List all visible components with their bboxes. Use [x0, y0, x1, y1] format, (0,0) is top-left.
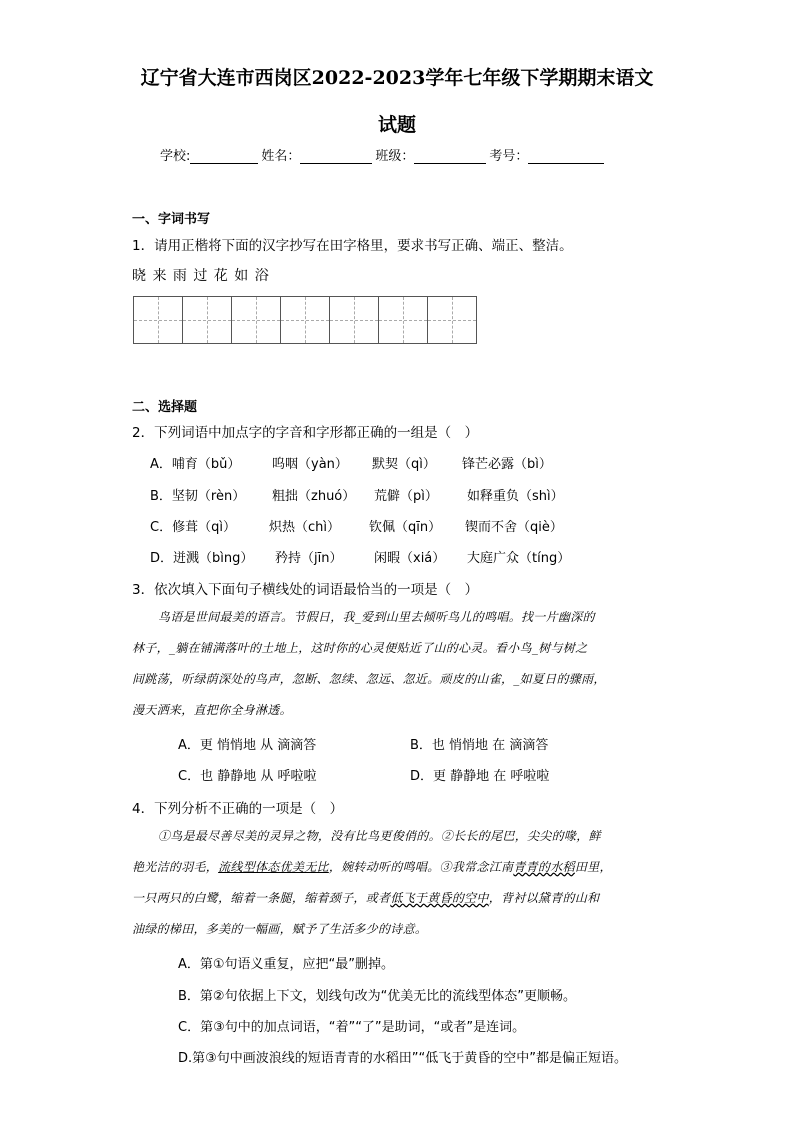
section-heading-1: 一、字词书写: [132, 212, 211, 227]
copy-characters: 晓 来 雨 过 花 如 浴: [132, 268, 270, 284]
q3-option-b: B．也 悄悄地 在 滴滴答: [410, 738, 549, 753]
class-label: 班级：: [375, 149, 415, 164]
question-1: 1．请用正楷将下面的汉字抄写在田字格里，要求书写正确、端正、整洁。: [132, 238, 573, 254]
tianzige-grid[interactable]: [133, 296, 477, 344]
name-label: 姓名：: [261, 149, 301, 164]
exam-no-label: 考号：: [489, 149, 529, 164]
grid-cell[interactable]: [330, 297, 379, 343]
school-blank[interactable]: [190, 149, 258, 164]
q3-option-c: C．也 静静地 从 呼啦啦: [178, 769, 317, 784]
grid-cell[interactable]: [183, 297, 232, 343]
q4-option-d: D.第③句中画波浪线的短语青青的水稻田”“低飞于黄昏的空中”都是偏正短语。: [178, 1051, 628, 1066]
wavy-phrase: 青青的水稻: [513, 860, 575, 874]
wavy-phrase: 低飞于黄昏的空中: [390, 891, 489, 905]
underlined-phrase: 流线型体态优美无比: [218, 860, 329, 874]
question-2: 2．下列词语中加点字的字音和字形都正确的一组是（ ）: [132, 425, 479, 441]
question-3: 3．依次填入下面句子横线处的词语最恰当的一项是（ ）: [132, 582, 479, 598]
exam-page: 辽宁省大连市西岗区2022-2023学年七年级下学期期末语文 试题 学校: 姓名： 班级： 考号： 一、字词书写 1．请用正楷将下面的汉字抄写在田字格里，要求书写正确、端正、整洁。 晓 来 雨 过 花 如 浴 二、选择题 2．下列词语中加点字的字音和字形都正确的一组是（ ） A．哺育（bǔ） 呜咽（yàn） 默契（qì） 锋芒必露（bì） B．坚韧（rèn） 粗拙（zhuó） 荒僻（pì） 如释重负（shì） C．修葺（qì） 炽热（chì） 钦佩（qīn） 锲而不舍（qiè） D．迸溅（bìng） 矜持（jīn） 闲暇（xiá） 大庭广众（tíng） 3．依次填入下面句子横线处的词语最恰当的一项是（ ） 鸟语是世间最美的语言。节假日，我_爱到山里去倾听鸟儿的鸣唱。找一片幽深的 林子，_躺在铺满落叶的土地上，这时你的心灵便贴近了山的心灵。看小鸟_树与树之 间跳荡，听绿荫深处的鸟声，忽断、忽续、忽远、忽近。顽皮的山雀，_如夏日的骤雨， 漫天洒来，直把你全身淋透。 A．更 悄悄地 从 滴滴答 B．也 悄悄地 在 滴滴答 C．也 静静地 从 呼啦啦 D．更 静静地 在 呼啦啦 4．下列分析不正确的一项是（ ） ①鸟是最尽善尽美的灵异之物，没有比鸟更俊俏的。②长长的尾巴，尖尖的喙，鲜 艳光洁的羽毛，流线型体态优美无比，婉转动听的鸣唱。③我常念江南青青的水稻田里， 一只两只的白鹭，缩着一条腿，缩着颈子，或者低飞于黄昏的空中，背衬以黛青的山和 油绿的梯田，多美的一幅画，赋予了生活多少的诗意。 A．第①句语义重复，应把“最”删掉。 B．第②句依据上下文，划线句改为“优美无比的流线型体态”更顺畅。 C．第③句中的加点词语，“着”“了”是助词，“或者”是连词。 D.第③句中画波浪线的短语青青的水稻田”“低飞于黄昏的空中”都是偏正短语。: [0, 0, 794, 1123]
q4-option-c: C．第③句中的加点词语，“着”“了”是助词，“或者”是连词。: [178, 1020, 526, 1035]
school-label: 学校:: [160, 149, 191, 164]
q4-option-b: B．第②句依据上下文，划线句改为“优美无比的流线型体态”更顺畅。: [178, 989, 577, 1004]
q3-option-d: D．更 静静地 在 呼啦啦: [410, 769, 550, 784]
grid-cell[interactable]: [134, 297, 183, 343]
question-4: 4．下列分析不正确的一项是（ ）: [132, 801, 344, 817]
grid-cell[interactable]: [232, 297, 281, 343]
q4-option-a: A．第①句语义重复，应把“最”删掉。: [178, 957, 395, 972]
class-blank[interactable]: [414, 149, 486, 164]
page-title-line2: 试题: [377, 114, 416, 136]
grid-cell[interactable]: [379, 297, 428, 343]
q3-passage: 鸟语是世间最美的语言。节假日，我_爱到山里去倾听鸟儿的鸣唱。找一片幽深的 林子，_躺在铺满落叶的土地上，这时你的心灵便贴近了山的心灵。看小鸟_树与树之 间跳荡，听绿荫深处的鸟声，忽断、忽续、忽远、忽近。顽皮的山雀，_如夏日的骤雨， 漫天洒来，直把你全身淋透。: [132, 610, 606, 717]
section-heading-2: 二、选择题: [132, 400, 198, 415]
student-info-row: [160, 145, 640, 164]
grid-cell[interactable]: [428, 297, 476, 343]
exam-no-blank[interactable]: [528, 149, 604, 164]
name-blank[interactable]: [300, 149, 372, 164]
q4-passage: ①鸟是最尽善尽美的灵异之物，没有比鸟更俊俏的。②长长的尾巴，尖尖的喙，鲜 艳光洁的羽毛，流线型体态优美无比，婉转动听的鸣唱。③我常念江南青青的水稻田里， 一只两只的白鹭，缩着一条腿，缩着颈子，或者低飞于黄昏的空中，背衬以黛青的山和 油绿的梯田，多美的一幅画，赋予了生活多少的诗意。: [132, 829, 612, 936]
q3-option-a: A．更 悄悄地 从 滴滴答: [178, 738, 317, 753]
grid-cell[interactable]: [281, 297, 330, 343]
page-title: 辽宁省大连市西岗区2022-2023学年七年级下学期期末语文: [140, 67, 654, 89]
